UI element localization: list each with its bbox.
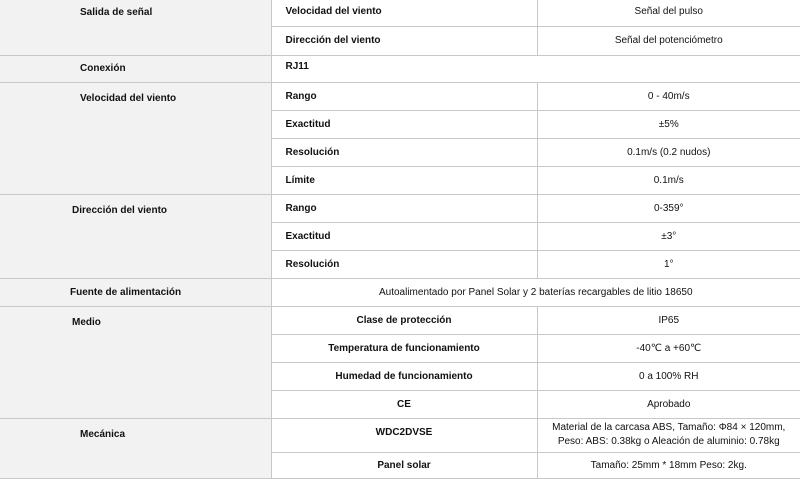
spec-label: Resolución: [271, 138, 537, 166]
spec-value: 0 - 40m/s: [537, 82, 800, 110]
spec-label: Exactitud: [271, 110, 537, 138]
spec-label: Humedad de funcionamiento: [271, 362, 537, 390]
spec-value: 0 a 100% RH: [537, 362, 800, 390]
table-row: [0, 418, 800, 452]
spec-label: Temperatura de funcionamiento: [271, 334, 537, 362]
spec-value: Señal del pulso: [537, 0, 800, 26]
category-label: Mecánica: [0, 419, 271, 440]
category-label: Conexión: [0, 63, 271, 74]
spec-value: Tamaño: 25mm * 18mm Peso: 2kg.: [537, 452, 800, 478]
category-label: Fuente de alimentación: [0, 287, 271, 298]
category-label: Dirección del viento: [0, 195, 271, 216]
category-direccion-viento: [0, 194, 271, 278]
table-row: [0, 306, 800, 334]
spec-value: 0-359°: [537, 194, 800, 222]
spec-value-line: Peso: ABS: 0.38kg o Aleación de aluminio: 0.78kg: [538, 435, 800, 449]
spec-label: Rango: [271, 194, 537, 222]
table-row: [0, 82, 800, 110]
spec-value: IP65: [537, 306, 800, 334]
category-salida-senal: [0, 0, 271, 55]
category-velocidad-viento: [0, 82, 271, 194]
category-label: Salida de señal: [0, 0, 271, 18]
table-row: [0, 278, 800, 306]
spec-value: -40℃ a +60℃: [537, 334, 800, 362]
category-conexion: [0, 55, 271, 82]
category-mecanica: [0, 418, 271, 478]
spec-label: Velocidad del viento: [271, 0, 537, 26]
category-medio: [0, 306, 271, 418]
spec-value: 0.1m/s (0.2 nudos): [537, 138, 800, 166]
spec-label: WDC2DVSE: [271, 418, 537, 452]
spec-value: Aprobado: [537, 390, 800, 418]
spec-label: Límite: [271, 166, 537, 194]
spec-label: Dirección del viento: [271, 26, 537, 55]
spec-value: ±3°: [537, 222, 800, 250]
spec-label: Clase de protección: [271, 306, 537, 334]
spec-value: 0.1m/s: [537, 166, 800, 194]
spec-value-line: Material de la carcasa ABS, Tamaño: Φ84 × 120mm,: [538, 421, 800, 435]
spec-value: [537, 418, 800, 452]
spec-label: Resolución: [271, 250, 537, 278]
spec-label: CE: [271, 390, 537, 418]
spec-value: RJ11: [271, 55, 800, 82]
table-row: [0, 0, 800, 26]
spec-label: Exactitud: [271, 222, 537, 250]
spec-label: Panel solar: [271, 452, 537, 478]
category-label: Medio: [0, 307, 271, 328]
spec-value: 1°: [537, 250, 800, 278]
table-row: [0, 55, 800, 82]
table-row: [0, 194, 800, 222]
category-label: Velocidad del viento: [0, 83, 271, 104]
spec-value: Señal del potenciómetro: [537, 26, 800, 55]
category-fuente-alimentacion: [0, 278, 271, 306]
spec-value: ±5%: [537, 110, 800, 138]
spec-value: Autoalimentado por Panel Solar y 2 baterías recargables de litio 18650: [271, 278, 800, 306]
spec-label: Rango: [271, 82, 537, 110]
